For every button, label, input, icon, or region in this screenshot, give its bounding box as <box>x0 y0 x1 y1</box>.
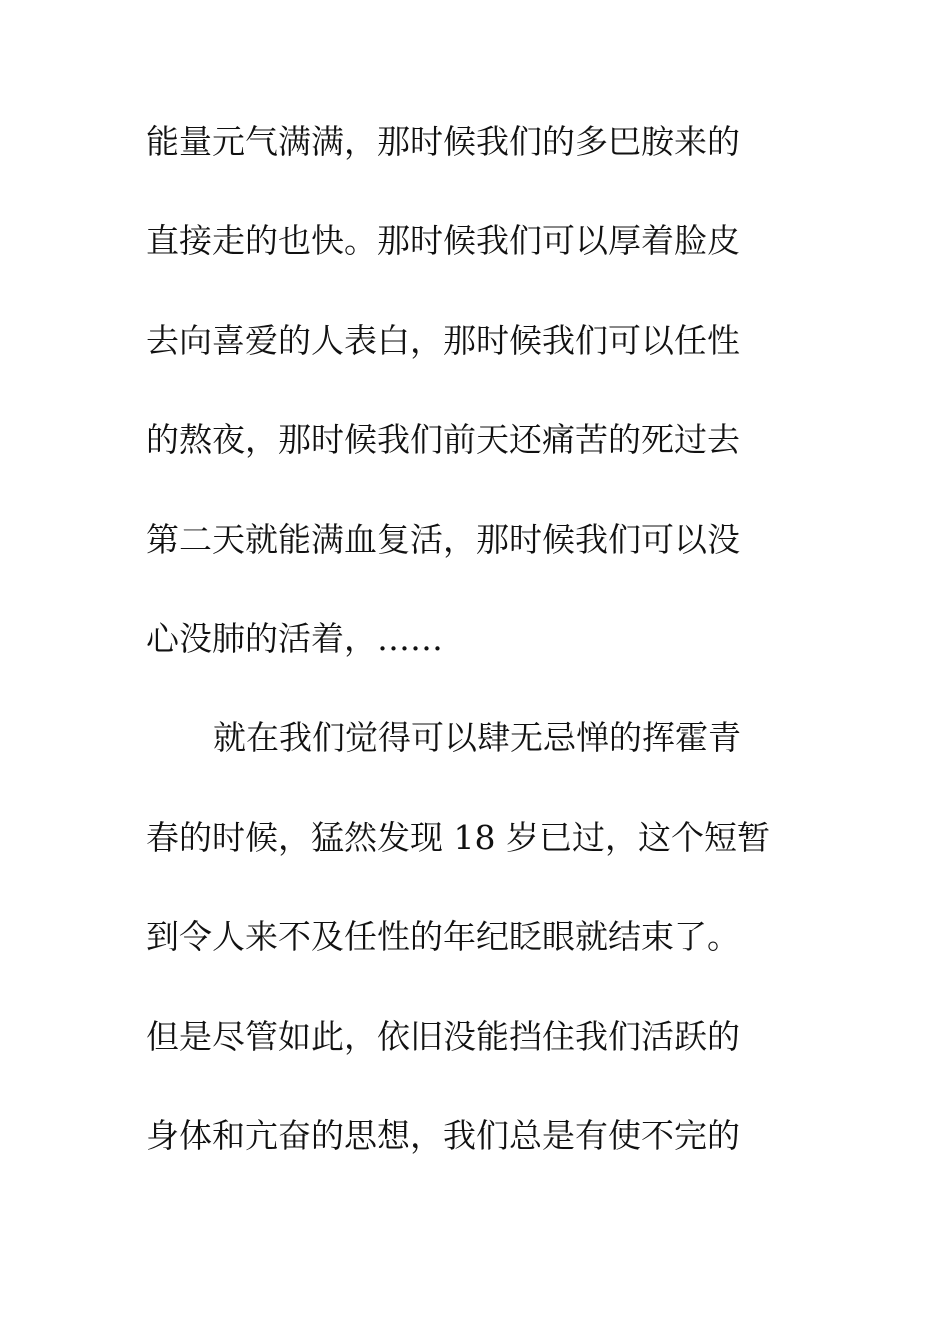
text-line: 直接走的也快。那时候我们可以厚着脸皮 <box>146 221 740 261</box>
text-line: 的熬夜，那时候我们前天还痛苦的死过去 <box>146 420 740 460</box>
text-line: 去向喜爱的人表白，那时候我们可以任性 <box>146 320 740 360</box>
text-line: 能量元气满满，那时候我们的多巴胺来的 <box>146 122 740 161</box>
text-line: 第二天就能满血复活，那时候我们可以没 <box>146 519 740 559</box>
paragraph-start-line: 就在我们觉得可以肆无忌惮的挥霍青 <box>213 718 741 758</box>
text-line: 但是尽管如此，依旧没能挡住我们活跃的 <box>146 1016 740 1056</box>
body-text <box>146 122 806 1218</box>
text-line: 春的时候，猛然发现 18 岁已过，这个短暂 <box>146 817 770 857</box>
text-line: 到令人来不及任性的年纪眨眼就结束了。 <box>146 917 740 957</box>
text-line: 身体和亢奋的思想，我们总是有使不完的 <box>146 1115 740 1155</box>
text-line: 心没肺的活着，…… <box>146 618 443 658</box>
